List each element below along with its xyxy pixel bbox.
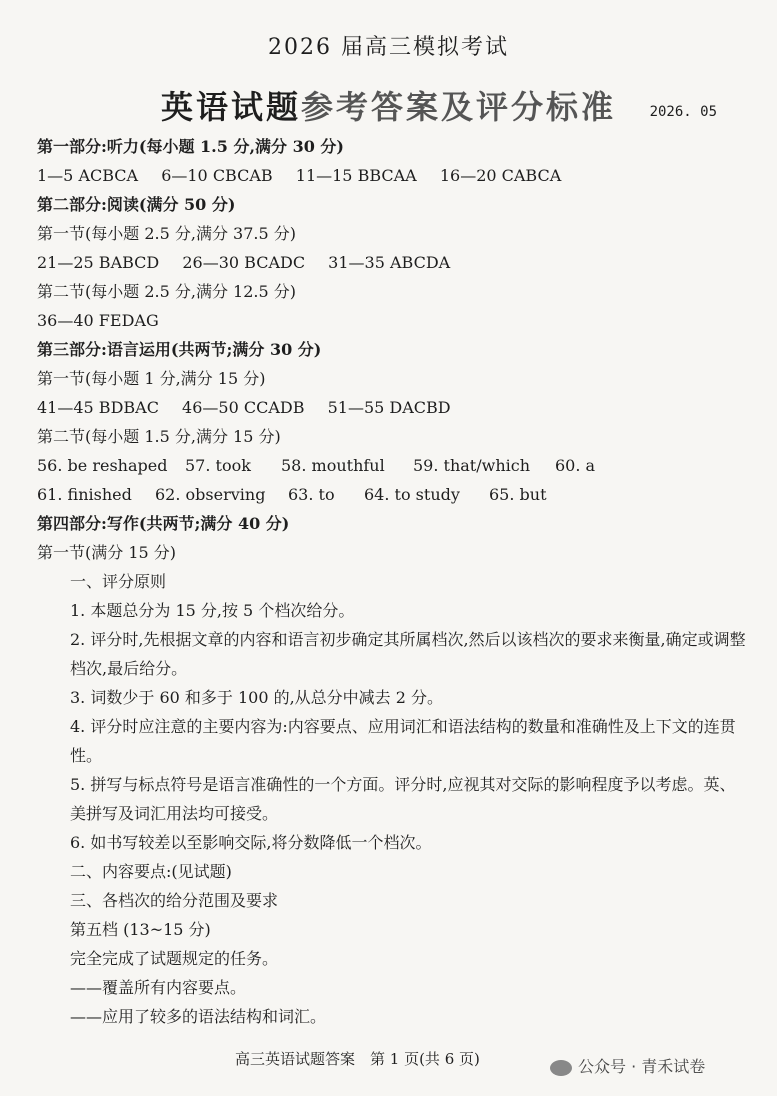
fill-answer: 60. a: [555, 456, 596, 475]
part3-sec2-heading: 第二节(每小题 1.5 分,满分 15 分): [37, 427, 281, 446]
wechat-icon: [550, 1060, 572, 1076]
rule-item: 6. 如书写较差以至影响交际,将分数降低一个档次。: [70, 833, 432, 852]
part2-heading: 第二部分:阅读(满分 50 分): [37, 195, 236, 214]
answer-group: 31—35 ABCDA: [328, 253, 451, 272]
answer-group: 21—25 BABCD: [37, 253, 160, 272]
part1-heading: 第一部分:听力(每小题 1.5 分,满分 30 分): [37, 137, 345, 156]
title-rest: 参考答案及评分标准: [301, 88, 617, 126]
fill-answer: 61. finished: [37, 485, 132, 504]
page-number: 高三英语试题答案 第 1 页(共 6 页): [235, 1050, 480, 1068]
fill-answer: 57. took: [185, 456, 251, 475]
fill-answer: 62. observing: [155, 485, 266, 504]
title-main: 英语试题: [160, 88, 301, 126]
fill-answer: 58. mouthful: [281, 456, 385, 475]
grade5-desc: 完全完成了试题规定的任务。: [70, 949, 279, 968]
rule-item: 3. 词数少于 60 和多于 100 的,从总分中减去 2 分。: [70, 688, 444, 707]
part3-heading: 第三部分:语言运用(共两节;满分 30 分): [37, 340, 322, 359]
watermark-text: 公众号 · 青禾试卷: [578, 1057, 706, 1076]
answer-group: 36—40 FEDAG: [37, 311, 159, 330]
part4-heading: 第四部分:写作(共两节;满分 40 分): [37, 514, 290, 533]
answer-group: 46—50 CCADB: [182, 398, 305, 417]
rule-item: 2. 评分时,先根据文章的内容和语言初步确定其所属档次,然后以该档次的要求来衡量,确定或调整档次,最后给分。: [70, 630, 746, 678]
answer-group: 41—45 BDBAC: [37, 398, 159, 417]
part2-sec1-heading: 第一节(每小题 2.5 分,满分 37.5 分): [37, 224, 296, 243]
part3-sec1-heading: 第一节(每小题 1 分,满分 15 分): [37, 369, 266, 388]
part2-sec2-heading: 第二节(每小题 2.5 分,满分 12.5 分): [37, 282, 296, 301]
grade5-item: ——应用了较多的语法结构和词汇。: [70, 1007, 327, 1026]
document-date: 2026. 05: [649, 104, 717, 120]
answer-group: 16—20 CABCA: [439, 166, 562, 185]
exam-title: 2026 届高三模拟考试: [268, 35, 509, 60]
fill-answer: 65. but: [489, 485, 547, 504]
rule-item: 1. 本题总分为 15 分,按 5 个档次给分。: [70, 601, 355, 620]
part3-sec1-answers: [37, 393, 749, 422]
fill-answer: 59. that/which: [413, 456, 531, 475]
grade5-heading: 第五档 (13~15 分): [70, 920, 211, 939]
rule-item: 4. 评分时应注意的主要内容为:内容要点、应用词汇和语法结构的数量和准确性及上下文的连贯性。: [70, 717, 736, 765]
watermark: [550, 1054, 705, 1077]
part3-row2: [37, 480, 749, 509]
part4-sec1-heading: 第一节(满分 15 分): [37, 543, 177, 562]
grade-heading: 三、各档次的给分范围及要求: [70, 891, 279, 910]
answer-content: [37, 132, 749, 1031]
fill-answer: 63. to: [288, 485, 335, 504]
rule-item: 5. 拼写与标点符号是语言准确性的一个方面。评分时,应视其对交际的影响程度予以考虑。英、美拼写及词汇用法均可接受。: [70, 775, 736, 823]
part3-row1: [37, 451, 749, 480]
answer-group: 51—55 DACBD: [327, 398, 451, 417]
content-points: 二、内容要点:(见试题): [70, 862, 232, 881]
part2-sec2-answers: [37, 306, 749, 335]
fill-answer: 56. be reshaped: [37, 456, 168, 475]
answer-group: 11—15 BBCAA: [295, 166, 417, 185]
principle-heading: 一、评分原则: [70, 572, 167, 591]
part2-sec1-answers: [37, 248, 749, 277]
fill-answer: 64. to study: [364, 485, 460, 504]
answer-group: 6—10 CBCAB: [161, 166, 273, 185]
grade5-item: ——覆盖所有内容要点。: [70, 978, 247, 997]
part1-answers: [37, 161, 749, 190]
answer-group: 26—30 BCADC: [182, 253, 306, 272]
answer-group: 1—5 ACBCA: [37, 166, 139, 185]
